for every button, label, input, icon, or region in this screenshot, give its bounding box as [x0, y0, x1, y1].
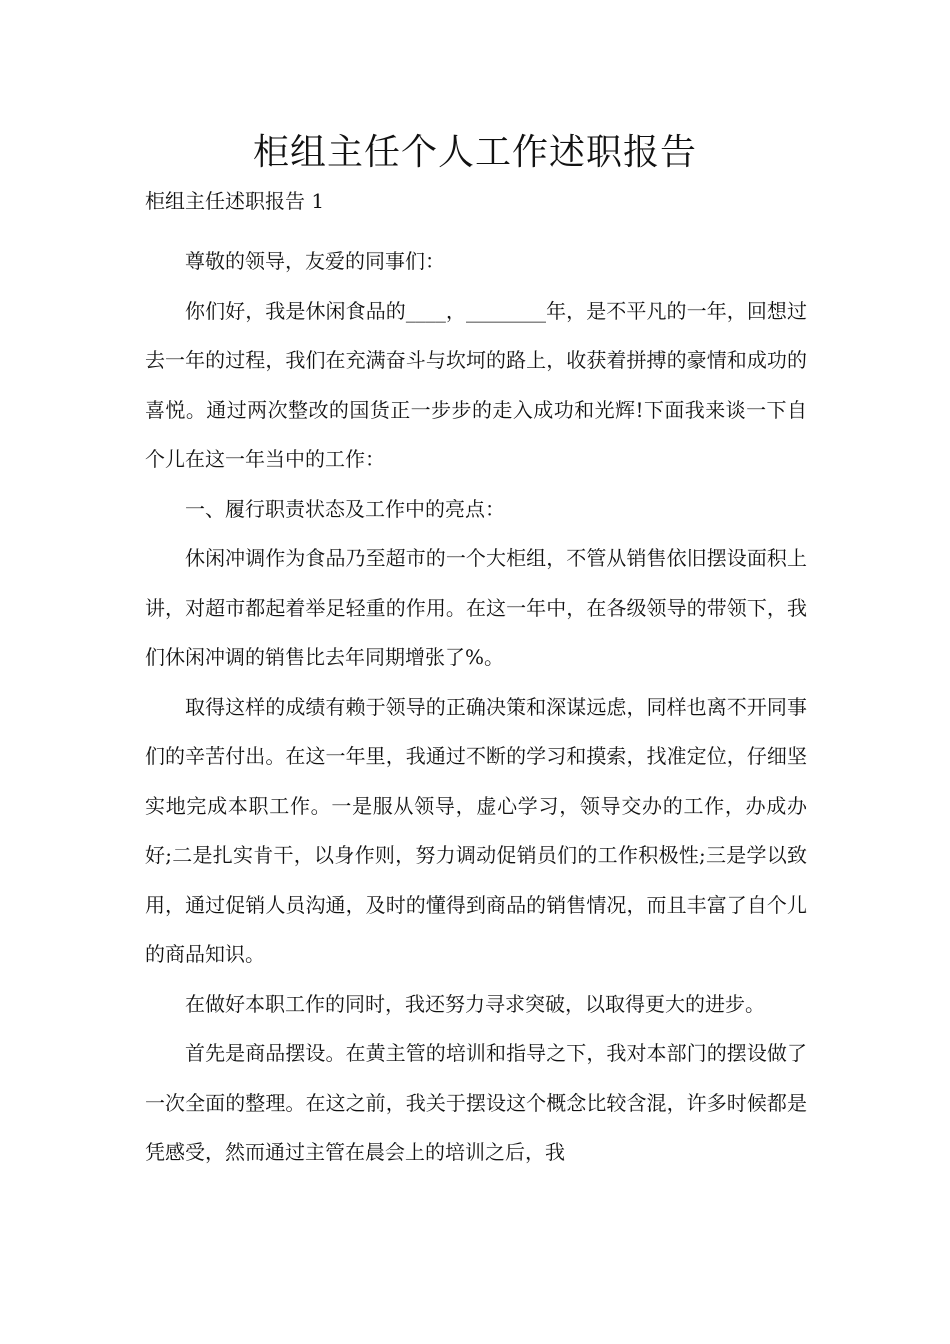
paragraph-section-heading: 一、履行职责状态及工作中的亮点：: [185, 496, 505, 521]
document-title: 柜组主任个人工作述职报告: [252, 132, 697, 173]
paragraph-intro: 你们好，我是休闲食品的____，________年，是不平凡的一年，回想过去一年的过程，我们在充满奋斗与坎坷的路上，收获着拼搏的豪情和成功的喜悦。通过两次整改的国货正一步步的走入成功和光辉!下面我来谈一下自个儿在这一年当中的工作：: [145, 298, 807, 471]
paragraph-sales: 休闲冲调作为食品乃至超市的一个大柜组，不管从销售依旧摆设面积上讲，对超市都起着举足轻重的作用。在这一年中，在各级领导的带领下，我们休闲冲调的销售比去年同期增张了%。: [145, 546, 807, 669]
document-body: [145, 237, 807, 1178]
paragraph-greeting: 尊敬的领导，友爱的同事们：: [185, 249, 445, 273]
paragraph-progress: 在做好本职工作的同时，我还努力寻求突破，以取得更大的进步。: [185, 991, 765, 1016]
paragraph-achievements: 取得这样的成绩有赖于领导的正确决策和深谋远虑，同样也离不开同事们的辛苦付出。在这一年里，我通过不断的学习和摸索，找准定位，仔细坚实地完成本职工作。一是服从领导，虚心学习，领导交办的工作，办成办好;二是扎实肯干，以身作则，努力调动促销员们的工作积极性;三是学以致用，通过促销人员沟通，及时的懂得到商品的销售情况，而且丰富了自个儿的商品知识。: [145, 694, 807, 966]
paragraph-display: 首先是商品摆设。在黄主管的培训和指导之下，我对本部门的摆设做了一次全面的整理。在这之前，我关于摆设这个概念比较含混，许多时候都是凭感受，然而通过主管在晨会上的培训之后，我: [145, 1041, 807, 1164]
document-subtitle: 柜组主任述职报告 1: [145, 189, 325, 213]
